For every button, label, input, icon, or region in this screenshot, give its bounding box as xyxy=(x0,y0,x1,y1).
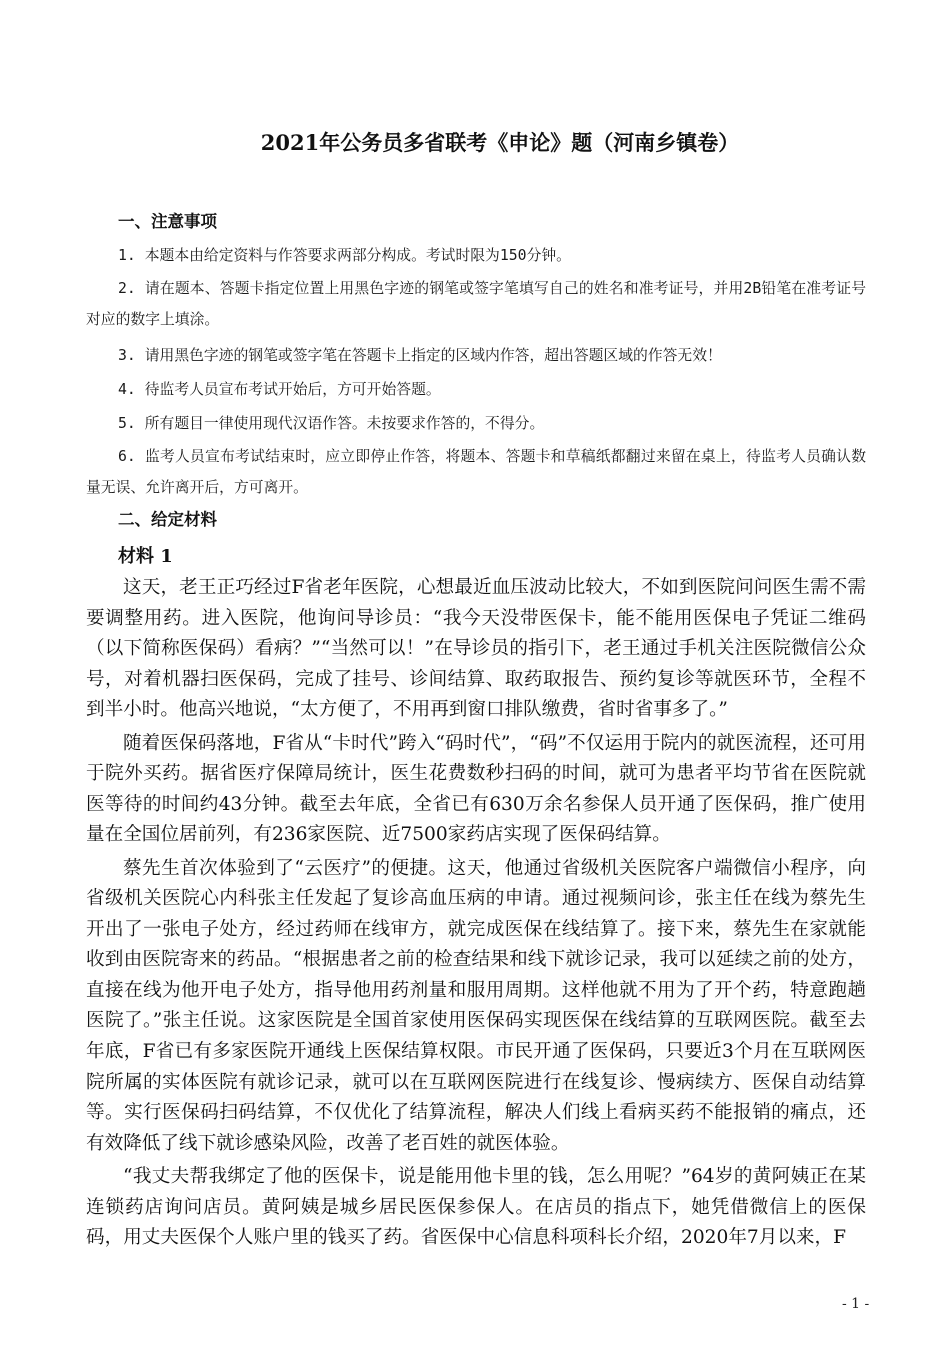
note-item: 3. 请用黑色字迹的钢笔或签字笔在答题卡上指定的区域内作答，超出答题区域的作答无效！ xyxy=(118,347,722,364)
material-paragraph: 随着医保码落地，F省从“卡时代”跨入“码时代”，“码”不仅运用于院内的就医流程，还可用于院外买药。据省医疗保障局统计，医生花费数秒扫码的时间，就可为患者平均节省在医院就医等待的时间约43分钟。截至去年底，全省已有630万余名参保人员开通了医保码，推广使用量在全国位居前列，有236家医院、近7500家药店实现了医保码结算。 xyxy=(86,732,866,845)
material-body xyxy=(86,573,866,1257)
section-heading-materials: 二、给定材料 xyxy=(118,510,217,529)
page-number: - 1 - xyxy=(842,1296,870,1312)
material-paragraph: 这天，老王正巧经过F省老年医院，心想最近血压波动比较大，不如到医院问问医生需不需要调整用药。进入医院，他询问导诊员：“我今天没带医保卡，能不能用医保电子凭证二维码（以下简称医保码）看病？”“当然可以！”在导诊员的指引下，老王通过手机关注医院微信公众号，对着机器扫医保码，完成了挂号、诊间结算、取药取报告、预约复诊等就医环节，全程不到半小时。他高兴地说，“太方便了，不用再到窗口排队缴费，省时省事多了。” xyxy=(86,577,866,720)
note-item: 6. 监考人员宣布考试结束时，应立即停止作答，将题本、答题卡和草稿纸都翻过来留在桌上，待监考人员确认数量无误、允许离开后，方可离开。 xyxy=(86,448,866,496)
notes-list xyxy=(86,239,866,507)
note-item: 5. 所有题目一律使用现代汉语作答。未按要求作答的，不得分。 xyxy=(118,415,545,432)
note-item: 1. 本题本由给定资料与作答要求两部分构成。考试时限为150分钟。 xyxy=(118,247,571,264)
material-paragraph: “我丈夫帮我绑定了他的医保卡，说是能用他卡里的钱，怎么用呢？”64岁的黄阿姨正在某连锁药店询问店员。黄阿姨是城乡居民医保参保人。在店员的指点下，她凭借微信上的医保码，用丈夫医保个人账户里的钱买了药。省医保中心信息科项科长介绍，2020年7月以来，F xyxy=(86,1166,866,1249)
note-item: 2. 请在题本、答题卡指定位置上用黑色字迹的钢笔或签字笔填写自己的姓名和准考证号，并用2B铅笔在准考证号对应的数字上填涂。 xyxy=(86,280,866,328)
document-title: 2021年公务员多省联考《申论》题（河南乡镇卷） xyxy=(260,130,740,155)
material-title: 材料 1 xyxy=(118,546,173,567)
section-heading-notes: 一、注意事项 xyxy=(118,212,217,231)
material-paragraph: 蔡先生首次体验到了“云医疗”的便捷。这天，他通过省级机关医院客户端微信小程序，向省级机关医院心内科张主任发起了复诊高血压病的申请。通过视频问诊，张主任在线为蔡先生开出了一张电子处方，经过药师在线审方，就完成医保在线结算了。接下来，蔡先生在家就能收到由医院寄来的药品。“根据患者之前的检查结果和线下就诊记录，我可以延续之前的处方，直接在线为他开电子处方，指导他用药剂量和服用周期。这样他就不用为了开个药，特意跑趟医院了。”张主任说。这家医院是全国首家使用医保码实现医保在线结算的互联网医院。截至去年底，F省已有多家医院开通线上医保结算权限。市民开通了医保码，只要近3个月在互联网医院所属的实体医院有就诊记录，就可以在互联网医院进行在线复诊、慢病续方、医保自动结算等。实行医保码扫码结算，不仅优化了结算流程，解决人们线上看病买药不能报销的痛点，还有效降低了线下就诊感染风险，改善了老百姓的就医体验。 xyxy=(86,857,866,1154)
note-item: 4. 待监考人员宣布考试开始后，方可开始答题。 xyxy=(118,381,441,398)
